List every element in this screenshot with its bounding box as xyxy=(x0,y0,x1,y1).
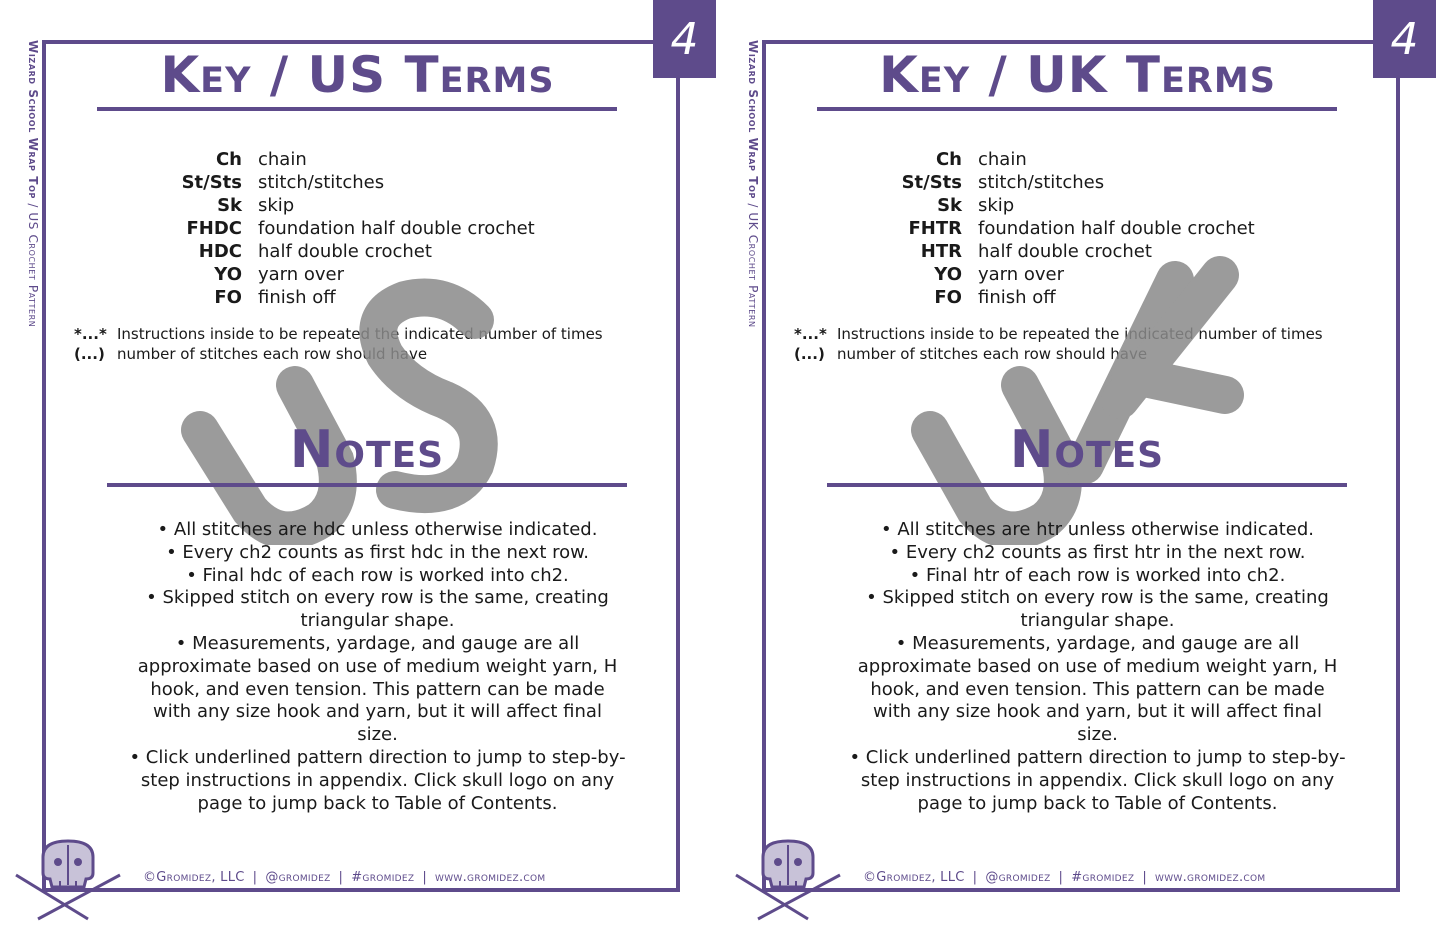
spine-title-rest: / UK Crochet Pattern xyxy=(746,198,760,328)
footer-hashtag[interactable]: #gromidez xyxy=(1071,870,1135,885)
term-row xyxy=(870,286,1255,309)
term-abbr: HTR xyxy=(920,241,962,262)
spine-title xyxy=(22,40,40,370)
term-meaning: finish off xyxy=(258,287,336,308)
page-number-tab: 4 xyxy=(653,0,716,78)
term-abbr: FO xyxy=(214,287,242,308)
spine-title-bold: Wizard School Wrap Top xyxy=(746,40,760,199)
terms-list xyxy=(150,148,535,309)
term-meaning: yarn over xyxy=(978,264,1065,285)
footer-website-link[interactable]: www.gromidez.com xyxy=(1155,870,1266,885)
notes-title: Notes xyxy=(289,420,445,480)
term-row xyxy=(870,171,1255,194)
terms-list xyxy=(870,148,1255,309)
term-row xyxy=(150,286,535,309)
term-abbr: FO xyxy=(934,287,962,308)
skull-logo-icon[interactable] xyxy=(8,835,123,925)
footer-copyright: ©Gromidez, LLC xyxy=(143,870,245,885)
term-abbr: Ch xyxy=(215,149,242,170)
page-uk-terms xyxy=(720,0,1442,935)
note-item: • Measurements, yardage, and gauge are all approximate based on use of medium weight yarn, H hook, and even tension. This pattern can be made with any size hook and yarn, but it will affect final size. xyxy=(137,632,618,746)
term-row xyxy=(870,194,1255,217)
footer-website-link[interactable]: www.gromidez.com xyxy=(435,870,546,885)
symbol-row xyxy=(74,324,603,344)
note-item: • Every ch2 counts as first hdc in the next row. xyxy=(166,541,589,563)
notes-list xyxy=(110,519,645,815)
footer-copyright: ©Gromidez, LLC xyxy=(863,870,965,885)
term-row xyxy=(150,217,535,240)
symbol: *...* xyxy=(74,325,107,343)
note-item: • Skipped stitch on every row is the same, creating triangular shape. xyxy=(866,587,1329,632)
note-item: • Skipped stitch on every row is the same, creating triangular shape. xyxy=(146,587,609,632)
footer-hashtag[interactable]: #gromidez xyxy=(351,870,415,885)
title-divider xyxy=(97,107,617,111)
term-meaning: yarn over xyxy=(258,264,345,285)
term-row xyxy=(150,171,535,194)
symbol: (...) xyxy=(74,345,105,363)
term-meaning: chain xyxy=(978,149,1027,170)
term-abbr: FHDC xyxy=(186,218,242,239)
term-abbr: Sk xyxy=(937,195,962,216)
notes-divider xyxy=(107,483,627,487)
term-row xyxy=(870,148,1255,171)
term-meaning: skip xyxy=(258,195,295,216)
spine-title-rest: / US Crochet Pattern xyxy=(26,198,40,328)
note-item: • Final hdc of each row is worked into ch2. xyxy=(186,564,569,586)
term-meaning: skip xyxy=(978,195,1015,216)
skull-logo-icon[interactable] xyxy=(728,835,843,925)
term-meaning: stitch/stitches xyxy=(978,172,1105,193)
symbol-row xyxy=(74,344,603,364)
symbol-text: Instructions inside to be repeated the indicated number of times xyxy=(837,325,1323,343)
footer-handle[interactable]: @gromidez xyxy=(265,870,331,885)
term-abbr: St/Sts xyxy=(901,172,962,193)
page-title: Key / US Terms xyxy=(160,46,555,104)
symbol: (...) xyxy=(794,345,825,363)
notes-title: Notes xyxy=(1009,420,1165,480)
symbol-legend xyxy=(794,324,1323,364)
footer: ©Gromidez, LLC | @gromidez | #gromidez | www.gromidez.com xyxy=(863,870,1266,885)
note-item: • Every ch2 counts as first htr in the next row. xyxy=(889,541,1306,563)
term-meaning: finish off xyxy=(978,287,1056,308)
term-row xyxy=(150,194,535,217)
title-divider xyxy=(817,107,1337,111)
term-row xyxy=(870,263,1255,286)
note-item: • Click underlined pattern direction to jump to step-by-step instructions in appendix. Click skull logo on any page to jump back to Table of Contents. xyxy=(849,746,1346,814)
note-item: • Click underlined pattern direction to jump to step-by-step instructions in appendix. Click skull logo on any page to jump back to Table of Contents. xyxy=(129,746,626,814)
spine-title xyxy=(742,40,760,370)
term-row xyxy=(150,240,535,263)
symbol: *...* xyxy=(794,325,827,343)
symbol-row xyxy=(794,324,1323,344)
term-meaning: chain xyxy=(258,149,307,170)
note-item: • Final htr of each row is worked into ch2. xyxy=(909,564,1286,586)
term-row xyxy=(870,240,1255,263)
footer-handle[interactable]: @gromidez xyxy=(985,870,1051,885)
term-row xyxy=(870,217,1255,240)
term-row xyxy=(150,263,535,286)
term-abbr: FHTR xyxy=(908,218,962,239)
symbol-row xyxy=(794,344,1323,364)
spine-title-bold: Wizard School Wrap Top xyxy=(26,40,40,199)
note-item: • Measurements, yardage, and gauge are all approximate based on use of medium weight yarn, H hook, and even tension. This pattern can be made with any size hook and yarn, but it will affect final size. xyxy=(857,632,1338,746)
term-abbr: St/Sts xyxy=(181,172,242,193)
page-title: Key / UK Terms xyxy=(879,46,1276,104)
term-meaning: foundation half double crochet xyxy=(978,218,1255,239)
symbol-legend xyxy=(74,324,603,364)
notes-divider xyxy=(827,483,1347,487)
term-meaning: half double crochet xyxy=(258,241,432,262)
term-abbr: YO xyxy=(934,264,962,285)
term-meaning: foundation half double crochet xyxy=(258,218,535,239)
term-meaning: stitch/stitches xyxy=(258,172,385,193)
page-us-terms xyxy=(0,0,722,935)
term-meaning: half double crochet xyxy=(978,241,1152,262)
term-abbr: Ch xyxy=(935,149,962,170)
term-abbr: YO xyxy=(214,264,242,285)
note-item: • All stitches are htr unless otherwise indicated. xyxy=(880,519,1315,540)
term-row xyxy=(150,148,535,171)
term-abbr: HDC xyxy=(198,241,242,262)
page-number-tab: 4 xyxy=(1373,0,1436,78)
note-item: • All stitches are hdc unless otherwise indicated. xyxy=(157,519,598,540)
term-abbr: Sk xyxy=(217,195,242,216)
footer: ©Gromidez, LLC | @gromidez | #gromidez | www.gromidez.com xyxy=(143,870,546,885)
symbol-text: number of stitches each row should have xyxy=(117,345,428,363)
symbol-text: number of stitches each row should have xyxy=(837,345,1148,363)
symbol-text: Instructions inside to be repeated the indicated number of times xyxy=(117,325,603,343)
notes-list xyxy=(830,519,1365,815)
